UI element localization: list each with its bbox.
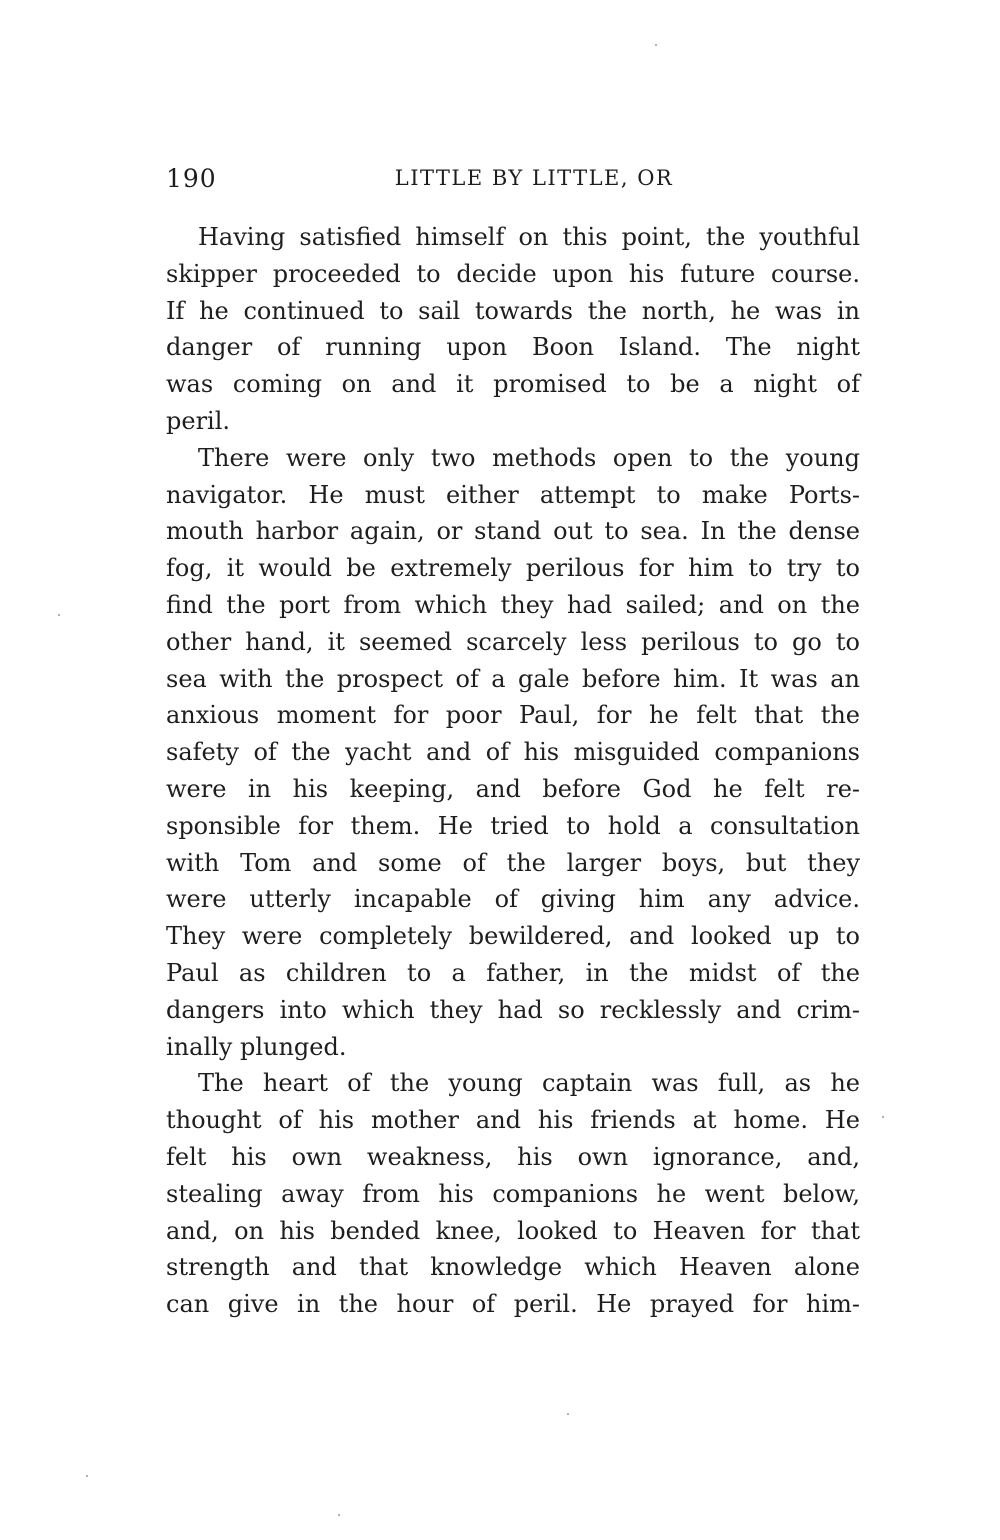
text-line: was coming on and it promised to be a night of	[166, 370, 860, 399]
text-line: There were only two methods open to the young	[198, 443, 860, 472]
text-line: other hand, it seemed scarcely less perilous to go to	[166, 627, 860, 656]
text-line: felt his own weakness, his own ignorance, and,	[166, 1142, 860, 1171]
text-line: can give in the hour of peril. He prayed for him-	[166, 1290, 860, 1319]
text-line: safety of the yacht and of his misguided companions	[166, 738, 860, 767]
text-line: The heart of the young captain was full, as he	[198, 1069, 860, 1098]
text-line: were in his keeping, and before God he felt re-	[166, 774, 860, 803]
text-line: sea with the prospect of a gale before him. It was an	[166, 664, 860, 693]
text-line: If he continued to sail towards the north, he was in	[166, 296, 860, 325]
text-line: Having satisfied himself on this point, the youthful	[198, 223, 860, 251]
print-speck	[338, 1514, 340, 1516]
text-line: peril.	[166, 406, 231, 435]
print-speck	[86, 1475, 88, 1477]
print-speck	[655, 44, 657, 46]
text-line: were utterly incapable of giving him any advice.	[166, 885, 860, 914]
text-line: dangers into which they had so recklessly and crim-	[166, 995, 860, 1024]
text-line: strength and that knowledge which Heaven alone	[166, 1253, 860, 1282]
text-line: find the port from which they had sailed; and on the	[166, 590, 860, 619]
text-line: mouth harbor again, or stand out to sea. In the dense	[166, 517, 860, 546]
page-header	[166, 162, 862, 198]
text-line: danger of running upon Boon Island. The night	[166, 333, 860, 362]
print-speck	[58, 614, 60, 616]
body-text	[166, 219, 860, 1323]
text-line: and, on his bended knee, looked to Heaven for that	[166, 1216, 860, 1245]
print-speck	[882, 1116, 884, 1118]
text-line: with Tom and some of the larger boys, but they	[166, 848, 860, 877]
text-line: thought of his mother and his friends at home. He	[166, 1106, 860, 1135]
text-line: skipper proceeded to decide upon his future course.	[166, 259, 860, 288]
text-line: They were completely bewildered, and looked up to	[166, 922, 860, 951]
page-number: 190	[166, 164, 217, 193]
text-line: fog, it would be extremely perilous for him to try to	[166, 554, 860, 583]
text-line: sponsible for them. He tried to hold a consultation	[166, 811, 860, 840]
text-line: Paul as children to a father, in the midst of the	[166, 958, 860, 987]
text-line: anxious moment for poor Paul, for he felt that the	[166, 701, 860, 730]
running-head: LITTLE BY LITTLE, OR	[394, 166, 674, 190]
text-line: navigator. He must either attempt to make Ports-	[166, 480, 860, 509]
text-line: stealing away from his companions he went below,	[166, 1179, 860, 1208]
text-line: inally plunged.	[166, 1032, 347, 1061]
print-speck	[567, 1413, 569, 1415]
